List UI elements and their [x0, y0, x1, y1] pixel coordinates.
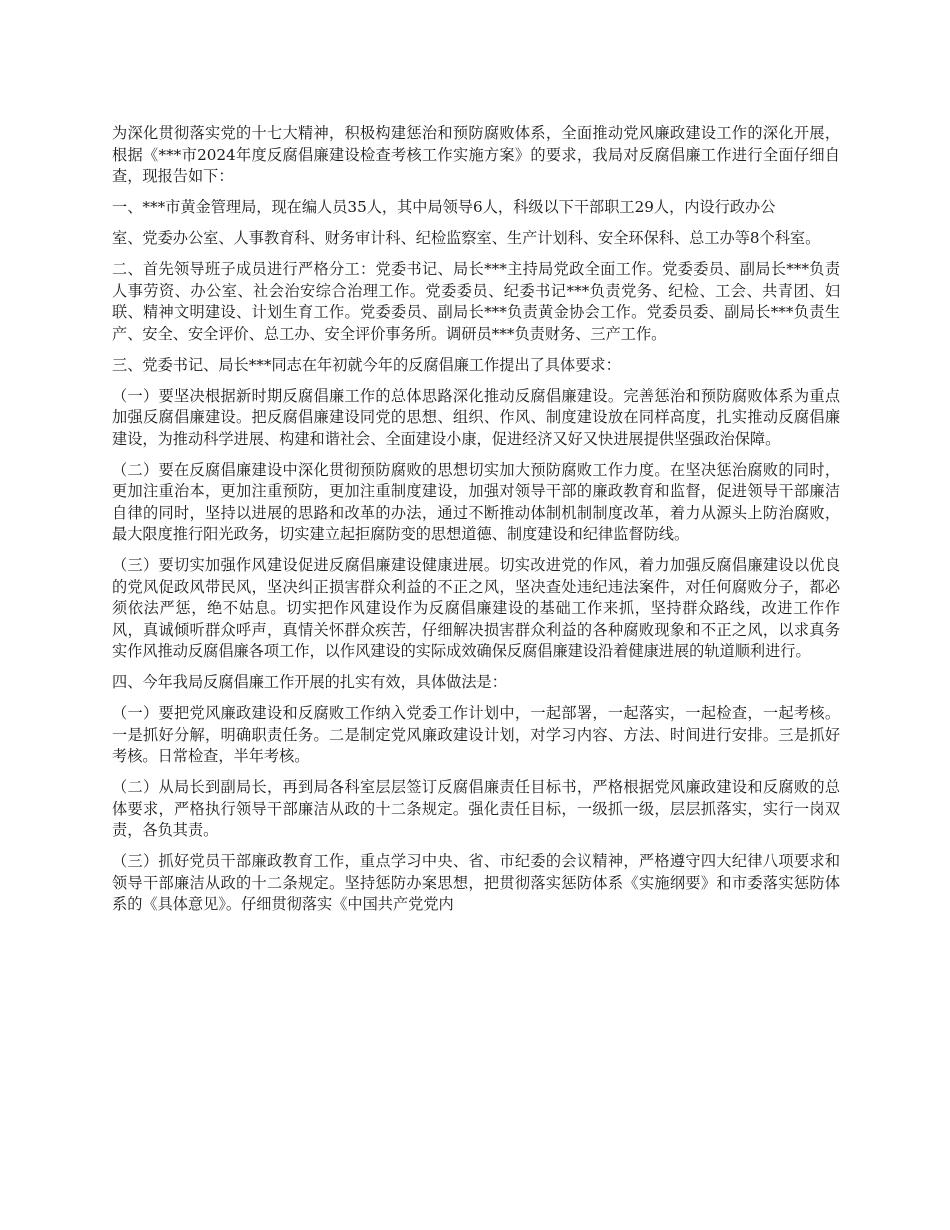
section-3-item-1-paragraph: （一）要坚决根据新时期反腐倡廉工作的总体思路深化推动反腐倡廉建设。完善惩治和预防腐败体系为重点加强反腐倡廉建设。把反腐倡廉建设同党的思想、组织、作风、制度建设放在同样高度，扎实推动反腐倡廉建设，为推动科学进展、构建和谐社会、全面建设小康，促进经济又好又快进展提供坚强政治保障。 [112, 386, 840, 448]
section-4-heading-paragraph: 四、今年我局反腐倡廉工作开展的扎实有效，具体做法是： [112, 673, 507, 691]
section-1-paragraph: 一、***市黄金管理局，现在编人员35人，其中局领导6人，科级以下干部职工29人，内设行政办公 [112, 198, 776, 216]
section-4-item-3-paragraph: （三）抓好党员干部廉政教育工作，重点学习中央、省、市纪委的会议精神，严格遵守四大纪律八项要求和领导干部廉洁从政的十二条规定。坚持惩防办案思想，把贯彻落实惩防体系《实施纲要》和市委落实惩防体系的《具体意见》。仔细贯彻落实《中国共产党党内 [112, 852, 840, 913]
document-body [112, 123, 840, 925]
section-4-item-1-paragraph: （一）要把党风廉政建设和反腐败工作纳入党委工作计划中，一起部署，一起落实，一起检查，一起考核。一是抓好分解，明确职责任务。二是制定党风廉政建设计划，对学习内容、方法、时间进行安排。三是抓好考核。日常检查，半年考核。 [112, 704, 840, 765]
section-3-item-3-paragraph: （三）要切实加强作风建设促进反腐倡廉建设健康进展。切实改进党的作风，着力加强反腐倡廉建设以优良的党风促政风带民风，坚决纠正损害群众利益的不正之风，坚决查处违纪违法案件，对任何腐败分子，都必须依法严惩，绝不姑息。切实把作风建设作为反腐倡廉建设的基础工作来抓，坚持群众路线，改进工作作风，真诚倾听群众呼声，真情关怀群众疾苦，仔细解决损害群众利益的各种腐败现象和不正之风，以求真务实作风推动反腐倡廉各项工作，以作风建设的实际成效确保反腐倡廉建设沿着健康进展的轨道顺利进行。 [112, 556, 840, 660]
section-3-item-2-paragraph: （二）要在反腐倡廉建设中深化贯彻预防腐败的思想切实加大预防腐败工作力度。在坚决惩治腐败的同时，更加注重治本，更加注重预防，更加注重制度建设，加强对领导干部的廉政教育和监督，促进领导干部廉洁自律的同时，坚持以进展的思路和改革的办法，通过不断推动体制机制制度改革，着力从源头上防治腐败，最大限度推行阳光政务，切实建立起拒腐防变的思想道德、制度建设和纪律监督防线。 [112, 460, 840, 543]
intro-paragraph: 为深化贯彻落实党的十七大精神，积极构建惩治和预防腐败体系，全面推动党风廉政建设工作的深化开展，根据《***市2024年度反腐倡廉建设检查考核工作实施方案》的要求，我局对反腐倡廉工作进行全面仔细自查，现报告如下： [112, 124, 840, 185]
section-2-paragraph: 二、首先领导班子成员进行严格分工：党委书记、局长***主持局党政全面工作。党委委员、副局长***负责人事劳资、办公室、社会治安综合治理工作。党委委员、纪委书记***负责党务、纪检、工会、共青团、妇联、精神文明建设、计划生育工作。党委委员、副局长***负责黄金协会工作。党委员委、副局长***负责生产、安全、安全评价、总工办、安全评价事务所。调研员***负责财务、三产工作。 [112, 260, 840, 343]
section-4-item-2-paragraph: （二）从局长到副局长，再到局各科室层层签订反腐倡廉责任目标书，严格根据党风廉政建设和反腐败的总体要求，严格执行领导干部廉洁从政的十二条规定。强化责任目标，一级抓一级，层层抓落实，实行一岗双责，各负其责。 [112, 778, 840, 839]
section-3-heading-paragraph: 三、党委书记、局长***同志在年初就今年的反腐倡廉工作提出了具体要求： [112, 355, 621, 374]
section-1-continued-paragraph: 室、党委办公室、人事教育科、财务审计科、纪检监察室、生产计划科、安全环保科、总工办等8个科室。 [112, 229, 821, 247]
